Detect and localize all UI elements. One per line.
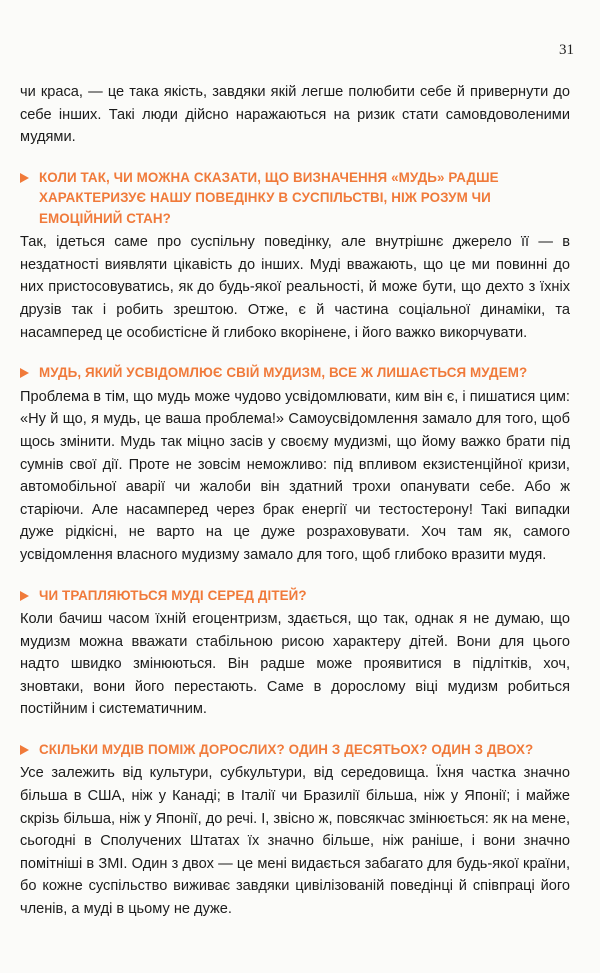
triangle-bullet-icon	[20, 591, 29, 601]
answer-paragraph-2: Проблема в тім, що мудь може чудово усвідомлювати, ким він є, і пишатися цим: «Ну й що, я мудь, це ваша проблема!» Самоусвідомлення замало для того, щоб щось змінити. Мудь так міцно засів у своєму мудизмі, що йому важко брати під сумнів свої дії. Проте не зовсім неможливо: під впливом екзистенційної кризи, автомобільної аварії чи жалоби він здатний трохи опанувати себе. Або ж старіючи. Але насамперед через брак енергії чи тестостерону! Такі випадки дуже рідкісні, не варто на це дуже розраховувати. Хоч там як, самого усвідомлення власного мудизму замало для того, щоб глибоко вразити мудя.	[20, 388, 570, 563]
answer-paragraph-3: Коли бачиш часом їхній егоцентризм, здається, що так, однак я не думаю, що мудизм можна вважати стабільною рисою характеру дітей. Вони для цього надто швидко змінюються. Він радше може проявитися в підлітків, хоч, зновтаки, вони його перестають. Саме в дорослому віці мудизм робиться постійним і систематичним.	[20, 611, 570, 718]
intro-paragraph: чи краса, — це така якість, завдяки якій легше полюбити себе й привернути до себе інших. Такі люди дійсно наражаються на ризик стати самовдоволеними мудями.	[20, 84, 570, 146]
page-body	[20, 81, 570, 921]
question-heading-2	[20, 363, 570, 384]
question-heading-1	[20, 168, 570, 230]
triangle-bullet-icon	[20, 368, 29, 378]
triangle-bullet-icon	[20, 173, 29, 183]
question-text: МУДЬ, ЯКИЙ УСВІДОМЛЮЄ СВІЙ МУДИЗМ, ВСЕ Ж ЛИШАЄТЬСЯ МУДЕМ?	[39, 365, 528, 381]
answer-paragraph-4: Усе залежить від культури, субкультури, від середовища. Їхня частка значно більша в США, ніж у Канаді; в Італії чи Бразилії більша, ніж у Японії; і майже скрізь більша, ніж у Японії, до речі. І, звісно ж, повсякчас змінюється: як на мене, сьогодні в Сполучених Штатах їх значно більше, ніж раніше, і вони значно помітніші в ЗМІ. Один з двох — це мені видається забагато для будь-якої країни, бо кожне суспільство виживає завдяки цивілізованій поведінці й співпраці його членів, а муді в цьому не дуже.	[20, 765, 570, 918]
question-text: КОЛИ ТАК, ЧИ МОЖНА СКАЗАТИ, ЩО ВИЗНАЧЕННЯ «МУДЬ» РАДШЕ ХАРАКТЕРИЗУЄ НАШУ ПОВЕДІНКУ В СУСПІЛЬСТВІ, НІЖ РОЗУМ ЧИ ЕМОЦІЙНИЙ СТАН?	[39, 169, 499, 226]
triangle-bullet-icon	[20, 745, 29, 755]
question-heading-4	[20, 740, 570, 761]
page-number: 31	[559, 42, 574, 58]
question-text: ЧИ ТРАПЛЯЮТЬСЯ МУДІ СЕРЕД ДІТЕЙ?	[39, 587, 307, 603]
question-text: СКІЛЬКИ МУДІВ ПОМІЖ ДОРОСЛИХ? ОДИН З ДЕСЯТЬОХ? ОДИН З ДВОХ?	[39, 741, 534, 757]
answer-paragraph-1: Так, ідеться саме про суспільну поведінку, але внутрішнє джерело її — в нездатності виявляти цікавість до інших. Муді вважають, що це ми повинні до них пристосовуватись, як до будь-якої реальності, й може бути, що дехто з їхніх друзів так і робить зрештою. Отже, є й частина соціальної динаміки, та насамперед це особистісне й глибоко вкорінене, і його важко викорчувати.	[20, 234, 570, 341]
question-heading-3	[20, 586, 570, 607]
